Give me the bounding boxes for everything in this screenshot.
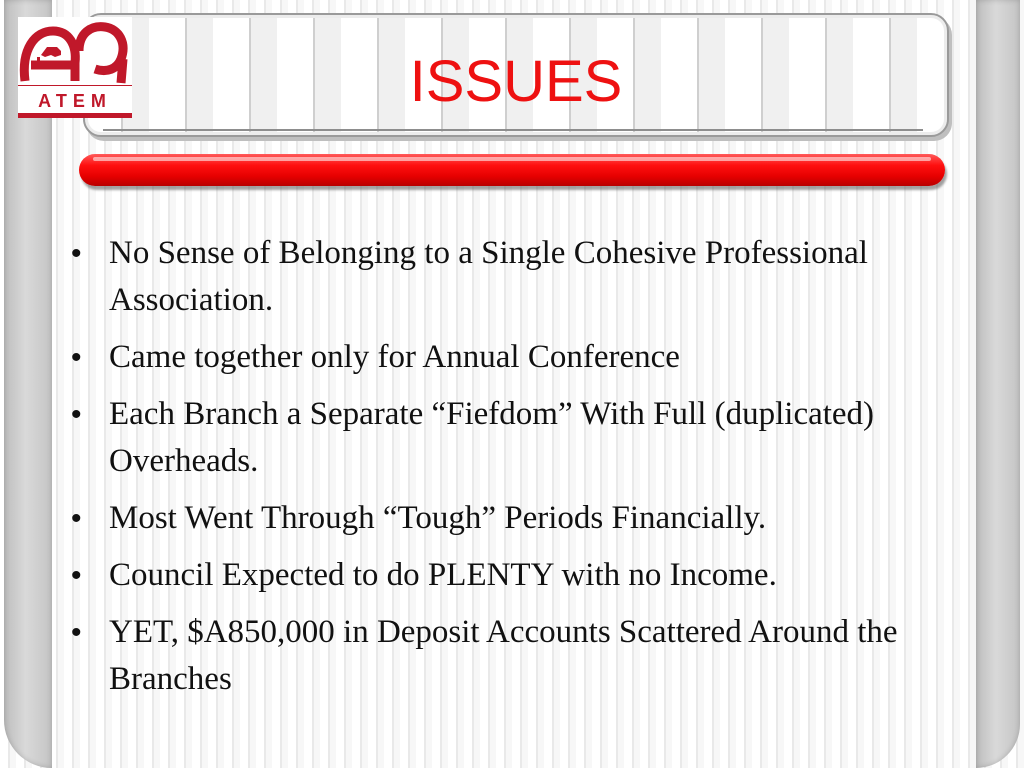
bullet-marker: •: [71, 616, 82, 649]
bullet-marker: •: [71, 559, 82, 592]
bullet-marker: •: [71, 341, 82, 374]
divider-shine: [93, 157, 931, 161]
bullet-marker: •: [71, 502, 82, 535]
title-frame-underline: [103, 129, 923, 131]
bullet-item: [68, 609, 948, 703]
bullet-marker: •: [71, 237, 82, 270]
bullet-item: [68, 391, 948, 485]
bullet-marker: •: [71, 398, 82, 431]
bullet-text: No Sense of Belonging to a Single Cohesive Professional Association.: [109, 235, 868, 318]
slide-title: ISSUES: [409, 49, 623, 114]
bullet-item: [68, 334, 948, 381]
bullet-item: [68, 495, 948, 542]
bullet-item: [68, 230, 948, 324]
title-divider-bar: [79, 154, 945, 186]
bullet-item: [68, 552, 948, 599]
bullet-text: Most Went Through “Tough” Periods Financially.: [109, 500, 767, 536]
bullet-text: Came together only for Annual Conference: [109, 339, 680, 375]
right-decorative-bar: [976, 0, 1020, 768]
bullet-text: YET, $A850,000 in Deposit Accounts Scattered Around the Branches: [109, 614, 898, 697]
logo-text: ATEM: [38, 91, 112, 111]
bullet-text: Council Expected to do PLENTY with no Income.: [109, 557, 777, 593]
bullet-list: [68, 230, 948, 713]
atem-logo: [17, 15, 133, 121]
bullet-text: Each Branch a Separate “Fiefdom” With Full (duplicated) Overheads.: [109, 396, 875, 479]
